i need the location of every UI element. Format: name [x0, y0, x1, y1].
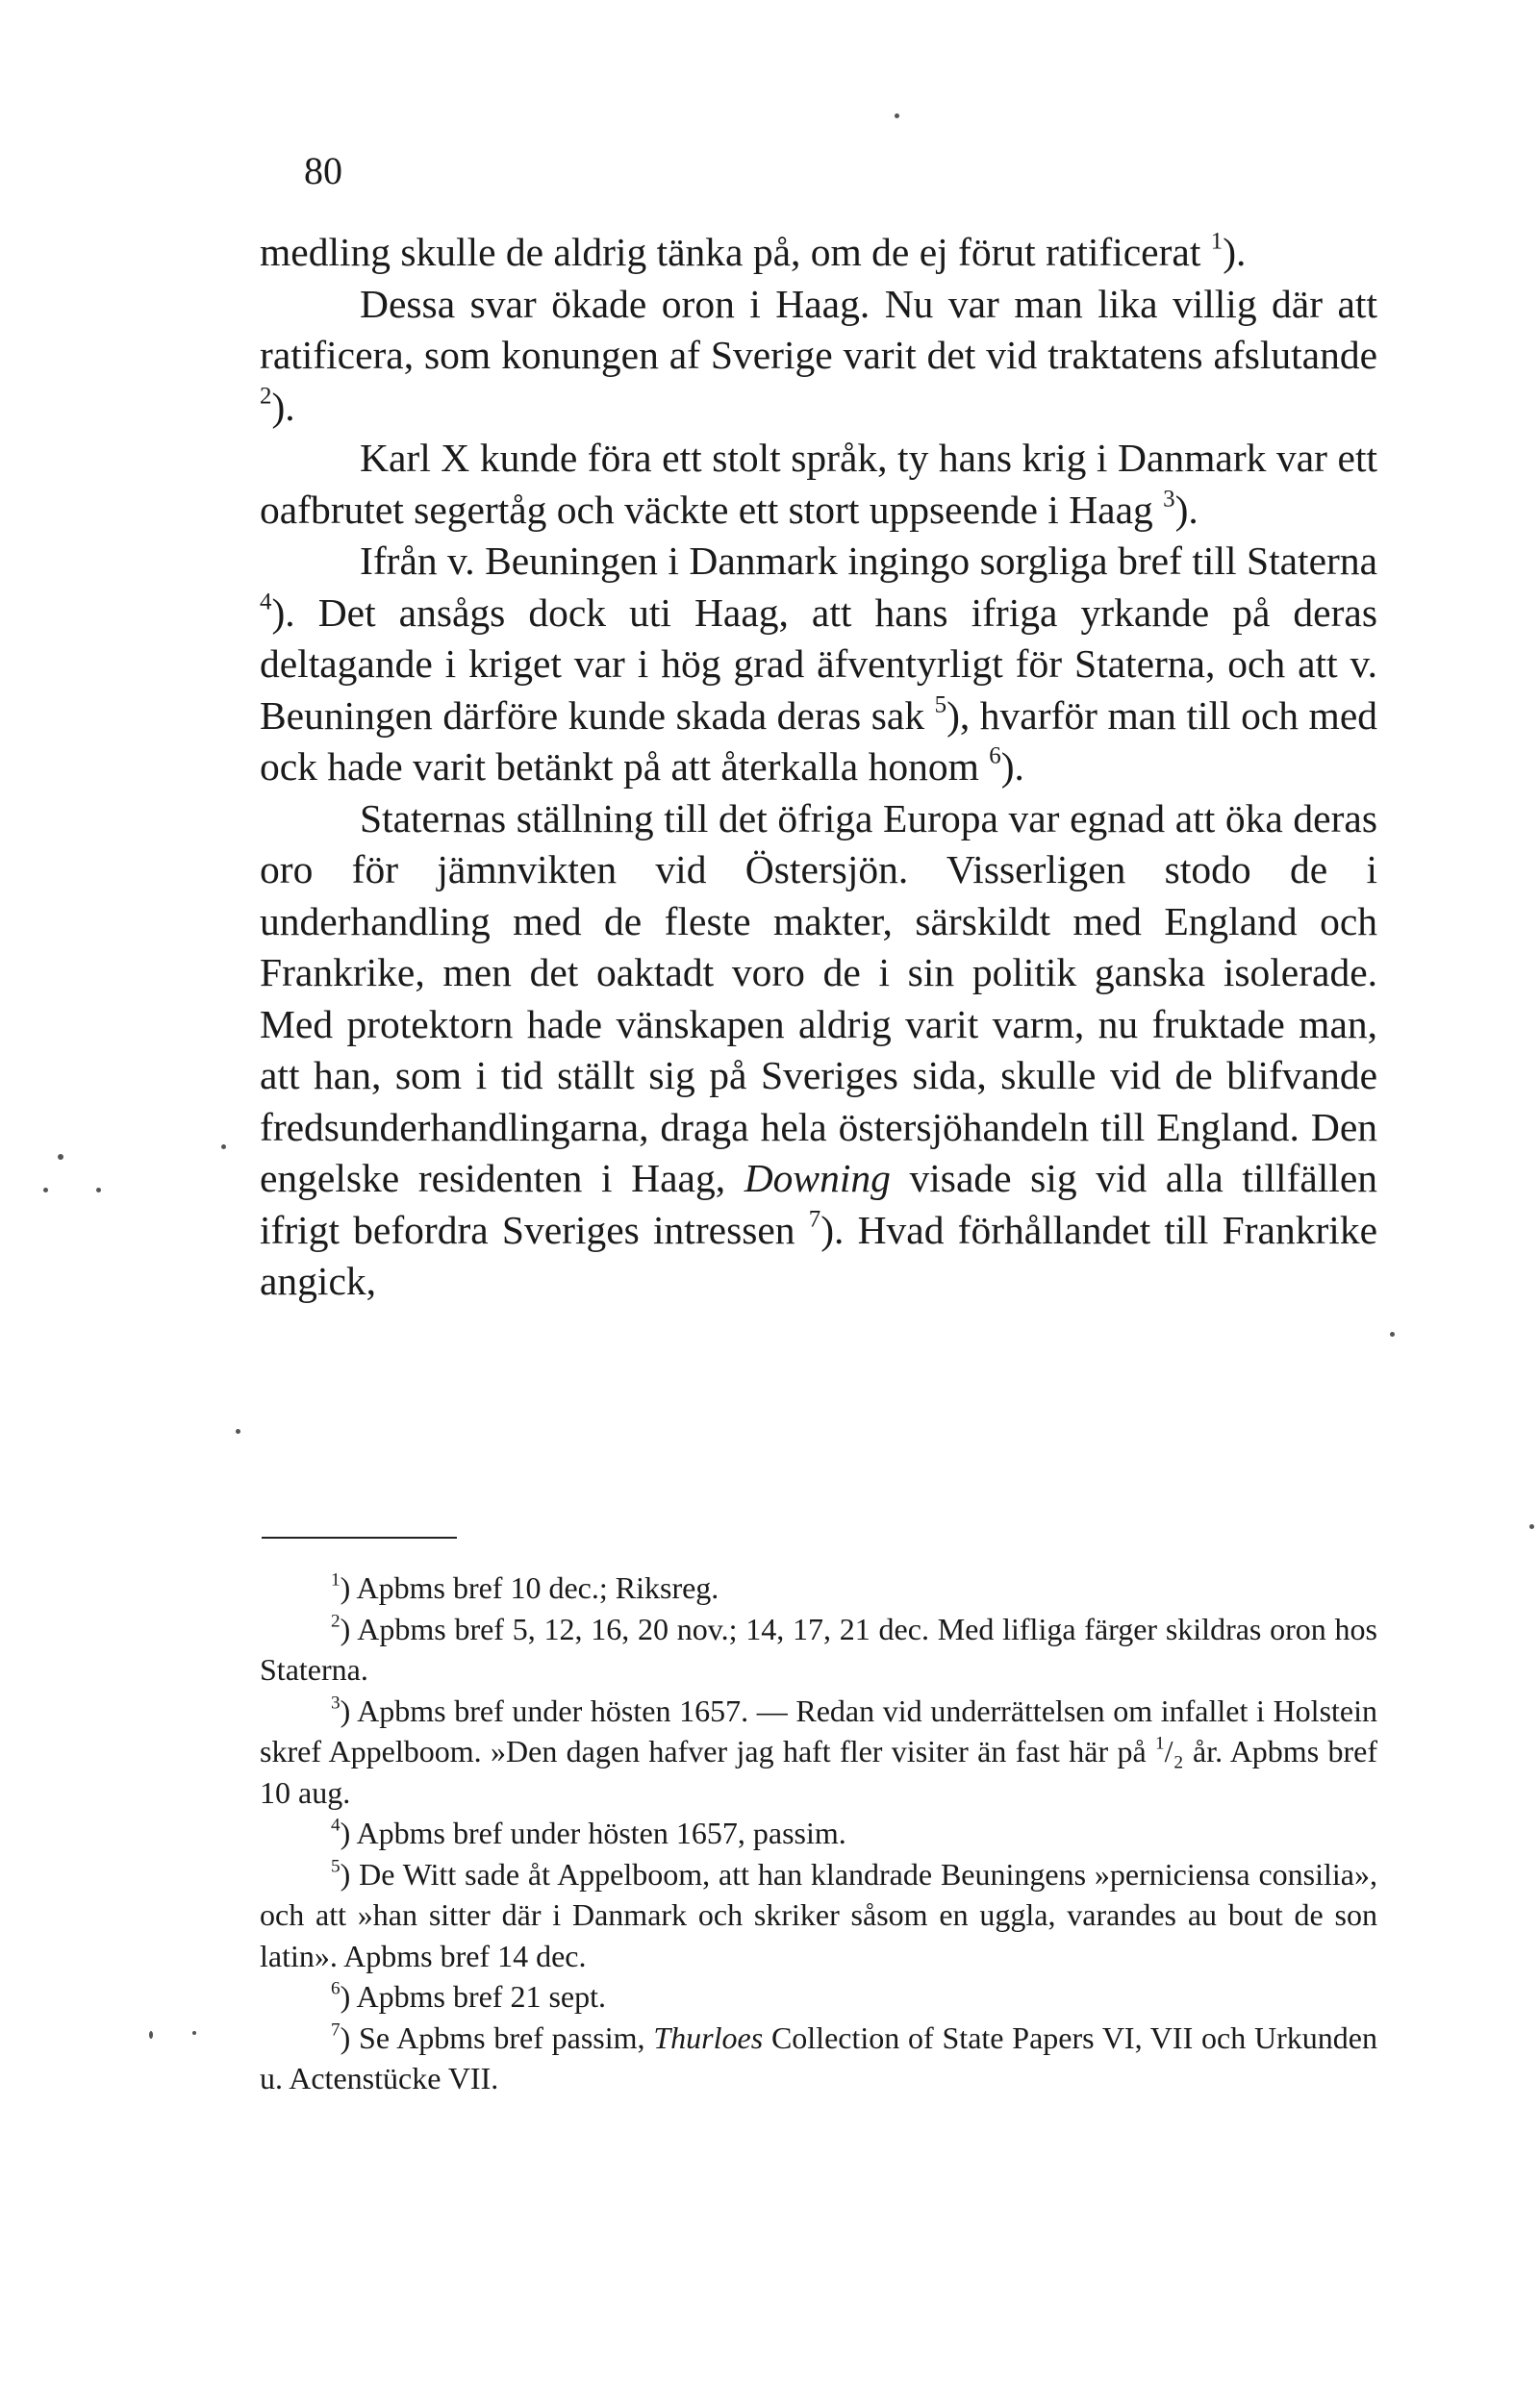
scan-speck	[221, 1144, 226, 1149]
body-text-run: ).	[1223, 230, 1247, 274]
body-text-run: Dessa svar ökade oron i Haag. Nu var man lika villig där att ratificera, som konungen af Sverige varit det vid traktatens afslutande	[260, 281, 1377, 377]
paragraph-3	[260, 433, 1377, 536]
body-text-run: Ifrån v. Beuningen i Danmark ingingo sorgliga bref till Staterna	[360, 539, 1377, 583]
footnote-reference-mark: 4	[331, 1815, 341, 1836]
body-text-run: visade sig vid alla tillfällen ifrigt befordra Sveriges intressen	[260, 1156, 1377, 1252]
footnote-text-run: ) Apbms bref under hösten 1657, passim.	[340, 1816, 846, 1850]
footnote-text-run: /₂ år. Apbms bref 10 aug.	[260, 1734, 1378, 1810]
body-reference-mark: 3	[1163, 486, 1175, 513]
footnote-3	[260, 1691, 1377, 1814]
footnote-2	[260, 1609, 1377, 1691]
body-italic-text: Downing	[744, 1156, 891, 1200]
footnote-7	[260, 2018, 1377, 2099]
body-text	[260, 227, 1377, 1308]
footnote-1	[260, 1568, 1377, 1609]
scan-speck	[1390, 1332, 1395, 1337]
footnote-reference-mark: 5	[331, 1856, 341, 1877]
footnote-text-run: ) Apbms bref 10 dec.; Riksreg.	[340, 1570, 719, 1605]
scan-speck	[895, 113, 899, 118]
body-text-run: ).	[271, 384, 295, 429]
body-text-run: medling skulle de aldrig tänka på, om de ej förut ratificerat	[260, 230, 1211, 274]
footnote-reference-mark: 3	[331, 1693, 341, 1714]
footnote-text-run: ) Se Apbms bref passim,	[340, 2019, 654, 2055]
paragraph-4	[260, 536, 1377, 793]
footnote-5	[260, 1854, 1377, 1977]
footnote-reference-mark: 1	[1155, 1733, 1165, 1754]
body-text-run: ).	[1174, 487, 1198, 532]
paragraph-5	[260, 793, 1377, 1308]
scan-speck	[1529, 1524, 1534, 1529]
footnote-reference-mark: 1	[331, 1569, 341, 1591]
footnote-text-run: ) Apbms bref 21 sept.	[340, 1979, 606, 2014]
footnote-reference-mark: 7	[331, 2019, 341, 2041]
scan-speck	[96, 1188, 101, 1192]
paragraph-2	[260, 279, 1377, 434]
scan-speck	[192, 2031, 196, 2035]
body-reference-mark: 1	[1210, 228, 1224, 255]
body-reference-mark: 2	[260, 383, 272, 410]
body-text-run: ). Hvad förhållandet till Frankrike angick,	[260, 1207, 1377, 1303]
body-reference-mark: 5	[934, 691, 947, 718]
footnote-divider	[262, 1537, 457, 1539]
footnote-reference-mark: 6	[331, 1978, 341, 1999]
body-reference-mark: 7	[808, 1206, 821, 1233]
body-text-run: ). Det ansågs dock uti Haag, att hans ifriga yrkande på deras deltagande i kriget var i hög grad äfventyrligt för Staterna, och att v. Beuningen därföre kunde skada deras sak	[260, 589, 1377, 738]
footnote-italic-text: Thurloes	[653, 2019, 764, 2055]
footnote-text-run: ) Apbms bref 5, 12, 16, 20 nov.; 14, 17, 21 dec. Med lifliga färger skildras oron hos Staterna.	[260, 1611, 1377, 1687]
footnote-6	[260, 1976, 1377, 2018]
body-reference-mark: 6	[989, 742, 1001, 769]
scan-speck	[58, 1154, 63, 1160]
page-number: 80	[304, 149, 342, 192]
footnote-4	[260, 1813, 1377, 1854]
body-text-run: Staternas ställning till det öfriga Europa var egnad att öka deras oro för jämnvikten vid Östersjön. Visserligen stodo de i underhandling med de fleste makter, särskildt med England och Frankrike, men det oaktadt voro de i sin politik ganska isolerade. Med protektorn hade vänskapen aldrig varit varm, nu fruktade man, att han, som i tid ställt sig på Sveriges sida, skulle vid de blifvande fredsunderhandlingarna, draga hela östersjöhandeln till England. Den engelske residenten i Haag,	[260, 795, 1377, 1200]
footnote-reference-mark: 2	[331, 1611, 341, 1632]
body-text-run: ), hvarför man till och med ock hade varit betänkt på att återkalla honom	[260, 692, 1378, 789]
footnote-text-run: Collection of State Papers VI, VII och Urkunden u. Actenstücke VII.	[260, 2019, 1378, 2095]
scan-speck	[149, 2031, 153, 2039]
footnote-text-run: ) Apbms bref under hösten 1657. — Redan vid underrättelsen om infallet i Holstein skref Appelboom. »Den dagen hafver jag haft fler visiter än fast här på	[260, 1693, 1377, 1768]
paragraph-1	[260, 227, 1377, 279]
footnote-text-run: ) De Witt sade åt Appelboom, att han klandrade Beuningens »perniciensa consilia», och att »han sitter där i Danmark och skriker såsom en uggla, varandes au bout de son latin». Apbms bref 14 dec.	[260, 1856, 1377, 1973]
body-text-run: Karl X kunde föra ett stolt språk, ty hans krig i Danmark var ett oafbrutet segertåg och väckte ett stort uppseende i Haag	[260, 436, 1377, 532]
scan-speck	[236, 1429, 240, 1434]
scan-speck	[43, 1188, 48, 1192]
body-text-run: ).	[1000, 744, 1024, 789]
footnotes	[260, 1568, 1377, 2099]
body-reference-mark: 4	[260, 589, 272, 615]
